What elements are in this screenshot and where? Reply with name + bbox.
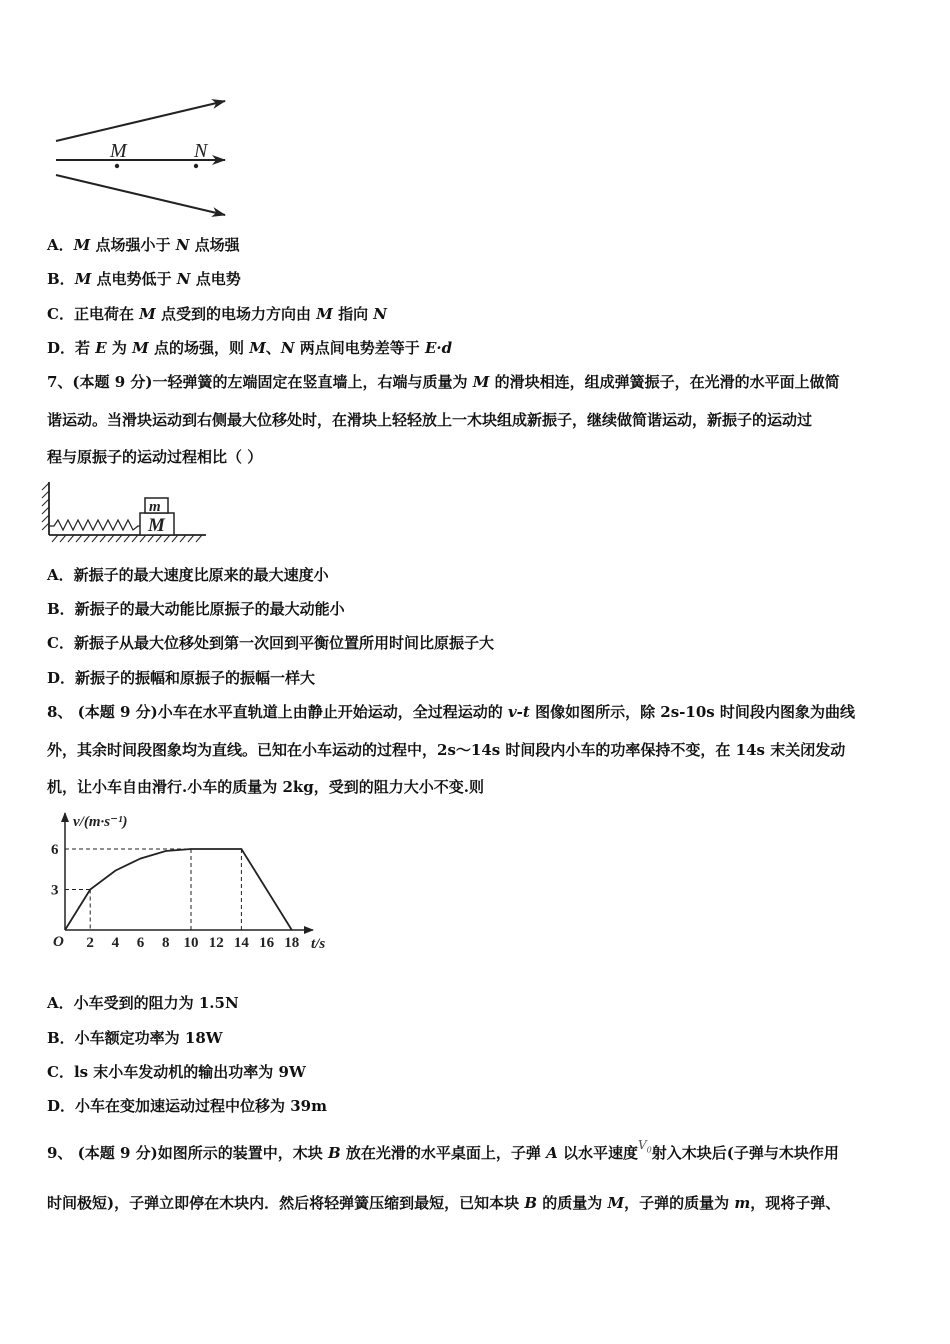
x-tick-6: 6 <box>136 935 145 951</box>
label-n: N <box>194 140 208 162</box>
q6-option-d <box>47 338 452 358</box>
var: M <box>139 305 156 323</box>
block-big-m-label: M <box>148 515 165 536</box>
q7-option-d: D．新振子的振幅和原振子的振幅一样大 <box>47 669 316 687</box>
var: M <box>132 339 149 357</box>
x-tick-8: 8 <box>162 935 170 951</box>
q7-stem-line-2: 谐运动。当滑块运动到右侧最大位移处时，在滑块上轻轻放上一木块组成新振子，继续做简谐运动，新振子的运动过 <box>47 411 813 429</box>
q9-stem-line-2 <box>47 1193 840 1213</box>
q7-option-b: B．新振子的最大动能比原振子的最大动能小 <box>47 600 345 618</box>
var: M <box>316 305 333 323</box>
q7-stem-line-3: 程与原振子的运动过程相比（ ） <box>47 448 263 466</box>
x-tick-14: 14 <box>233 935 249 951</box>
var: N <box>280 339 295 357</box>
y-tick-3: 3 <box>51 882 59 899</box>
text: B． <box>47 270 75 288</box>
text: 点场强 <box>189 236 240 254</box>
q7-stem-line-1 <box>47 372 840 392</box>
label-m: M <box>110 140 127 162</box>
y-tick-6: 6 <box>51 842 59 858</box>
point-n-dot <box>194 164 198 168</box>
text: 指向 <box>332 305 374 323</box>
wall-hatch <box>42 483 49 530</box>
x-tick-10: 10 <box>183 935 199 951</box>
text: 点的场强，则 <box>148 339 250 357</box>
text: 为 <box>106 339 133 357</box>
text: D．若 <box>47 339 96 357</box>
q7-option-c: C．新振子从最大位移处到第一次回到平衡位置所用时间比原振子大 <box>47 634 494 652</box>
q6-option-a <box>47 235 240 255</box>
var: M <box>607 1194 625 1212</box>
text: ，现将子弹、 <box>750 1194 841 1212</box>
vt-series-line <box>65 849 292 930</box>
x-tick-2: 2 <box>86 935 94 951</box>
var: E·d <box>424 339 453 357</box>
text: 两点间电势差等于 <box>294 339 425 357</box>
q8-option-c: C．ls 末小车发动机的输出功率为 9W <box>47 1063 306 1081</box>
point-m-dot <box>115 164 119 168</box>
q8-stem-line-2: 外，其余时间段图象均为直线。已知在小车运动的过程中，2s～14s 时间段内小车的功率保持不变，在 14s 末关闭发动 <box>47 741 846 759</box>
text: 7、(本题 9 分)一轻弹簧的左端固定在竖直墙上，右端与质量为 <box>47 373 473 391</box>
spring <box>49 520 140 530</box>
q6-option-c <box>47 304 387 324</box>
text: A． <box>47 236 74 254</box>
var: M <box>73 236 91 254</box>
text: 以水平速度 <box>557 1144 638 1162</box>
vt-chart <box>45 805 345 955</box>
text: 射入木块后(子弹与木块作用 <box>651 1144 839 1162</box>
text: 放在光滑的水平桌面上，子弹 <box>340 1144 547 1162</box>
text: 8、 (本题 9 分)小车在水平直轨道上由静止开始运动，全过程运动的 <box>47 703 508 721</box>
origin-label: O <box>53 934 64 950</box>
q8-stem-line-3: 机，让小车自由滑行.小车的质量为 2kg，受到的阻力大小不变.则 <box>47 778 484 796</box>
text: ，子弹的质量为 <box>624 1194 735 1212</box>
y-axis-label: v/(m·s⁻¹) <box>73 814 128 830</box>
var: N <box>373 305 388 323</box>
q8-option-a: A．小车受到的阻力为 1.5N <box>47 994 239 1012</box>
text: 9、 (本题 9 分)如图所示的装置中，木块 <box>47 1144 328 1162</box>
var: M <box>472 373 490 391</box>
v0-symbol <box>637 1138 652 1155</box>
v0-sub: 0 <box>646 1145 652 1155</box>
text: C．正电荷在 <box>47 305 140 323</box>
text: 时间极短)，子弹立即停在木块内．然后将轻弹簧压缩到最短，已知本块 <box>47 1194 525 1212</box>
var: v-t <box>507 703 530 721</box>
x-tick-18: 18 <box>284 935 300 951</box>
spring-oscillator-figure <box>40 478 210 548</box>
field-line-bottom <box>56 175 225 215</box>
x-tick-16: 16 <box>259 935 275 951</box>
x-axis-label: t/s <box>311 936 326 952</box>
var: M <box>249 339 266 357</box>
var: E <box>95 339 107 357</box>
text: 点场强小于 <box>90 236 176 254</box>
q8-option-d: D．小车在变加速运动过程中位移为 39m <box>47 1097 327 1115</box>
tick-labels <box>51 842 299 951</box>
text: 的质量为 <box>537 1194 608 1212</box>
q8-stem-line-1 <box>47 702 855 722</box>
text: 的滑块相连，组成弹簧振子，在光滑的水平面上做简 <box>489 373 840 391</box>
x-tick-4: 4 <box>111 935 120 951</box>
q8-option-b: B．小车额定功率为 18W <box>47 1029 223 1047</box>
q6-option-b <box>47 269 241 289</box>
block-small-m-label: m <box>149 499 161 515</box>
var: A <box>546 1144 558 1162</box>
text: 点受到的电场力方向由 <box>155 305 317 323</box>
var: m <box>734 1194 751 1212</box>
q9-stem-line-1 <box>47 1138 839 1169</box>
text: 、 <box>265 339 281 357</box>
text: 点电势低于 <box>91 270 177 288</box>
electric-field-figure <box>50 95 235 220</box>
q7-option-a: A．新振子的最大速度比原来的最大速度小 <box>47 566 329 584</box>
floor-hatch <box>52 535 202 542</box>
text: 图像如图所示，除 2s-10s 时间段内图象为曲线 <box>529 703 855 721</box>
field-line-top <box>56 101 225 141</box>
var: N <box>176 270 191 288</box>
var: B <box>327 1144 341 1162</box>
text: 点电势 <box>190 270 241 288</box>
v0-main: V <box>637 1138 647 1152</box>
var: M <box>74 270 92 288</box>
var: B <box>524 1194 538 1212</box>
x-tick-12: 12 <box>208 935 224 951</box>
var: N <box>175 236 190 254</box>
